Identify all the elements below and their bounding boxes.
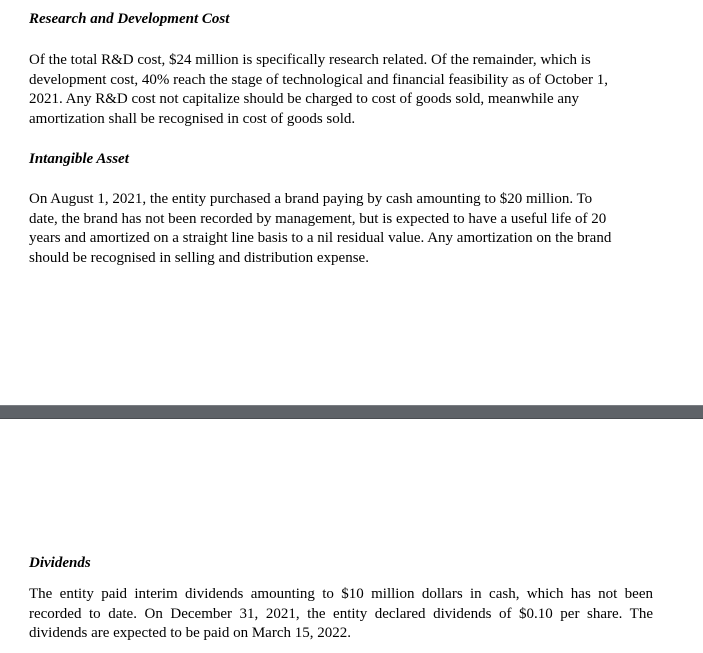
paragraph-line: dividends are expected to be paid on March 15, 2022. xyxy=(29,625,351,642)
paragraph-dividends xyxy=(29,585,669,644)
paragraph-line: should be recognised in selling and distribution expense. xyxy=(29,250,369,267)
paragraph-line: 2021. Any R&D cost not capitalize should be charged to cost of goods sold, meanwhile any xyxy=(29,91,580,108)
paragraph-line: recorded to date. On December 31, 2021, the entity declared dividends of $0.10 per share. The xyxy=(29,605,653,622)
paragraph-line: amortization shall be recognised in cost of goods sold. xyxy=(29,111,356,128)
paragraph-line: date, the brand has not been recorded by management, but is expected to have a useful life of 20 xyxy=(29,210,607,227)
heading-dividends: Dividends xyxy=(29,555,91,571)
paragraph-line: Of the total R&D cost, $24 million is specifically research related. Of the remainder, which is xyxy=(29,52,591,68)
paragraph-line: development cost, 40% reach the stage of technological and financial feasibility as of October 1, xyxy=(29,71,608,88)
paragraph-line: years and amortized on a straight line basis to a nil residual value. Any amortization on the brand xyxy=(29,230,612,247)
heading-research-development: Research and Development Cost xyxy=(29,11,230,27)
paragraph-intangible-asset xyxy=(29,190,669,269)
paragraph-line: On August 1, 2021, the entity purchased a brand paying by cash amounting to $20 million. To xyxy=(29,191,593,207)
document-page-2 xyxy=(0,419,703,653)
paragraph-line: The entity paid interim dividends amounting to $10 million dollars in cash, which has not been xyxy=(29,586,653,602)
heading-intangible-asset: Intangible Asset xyxy=(29,151,129,167)
paragraph-research-development xyxy=(29,51,669,130)
page-separator xyxy=(0,405,703,419)
